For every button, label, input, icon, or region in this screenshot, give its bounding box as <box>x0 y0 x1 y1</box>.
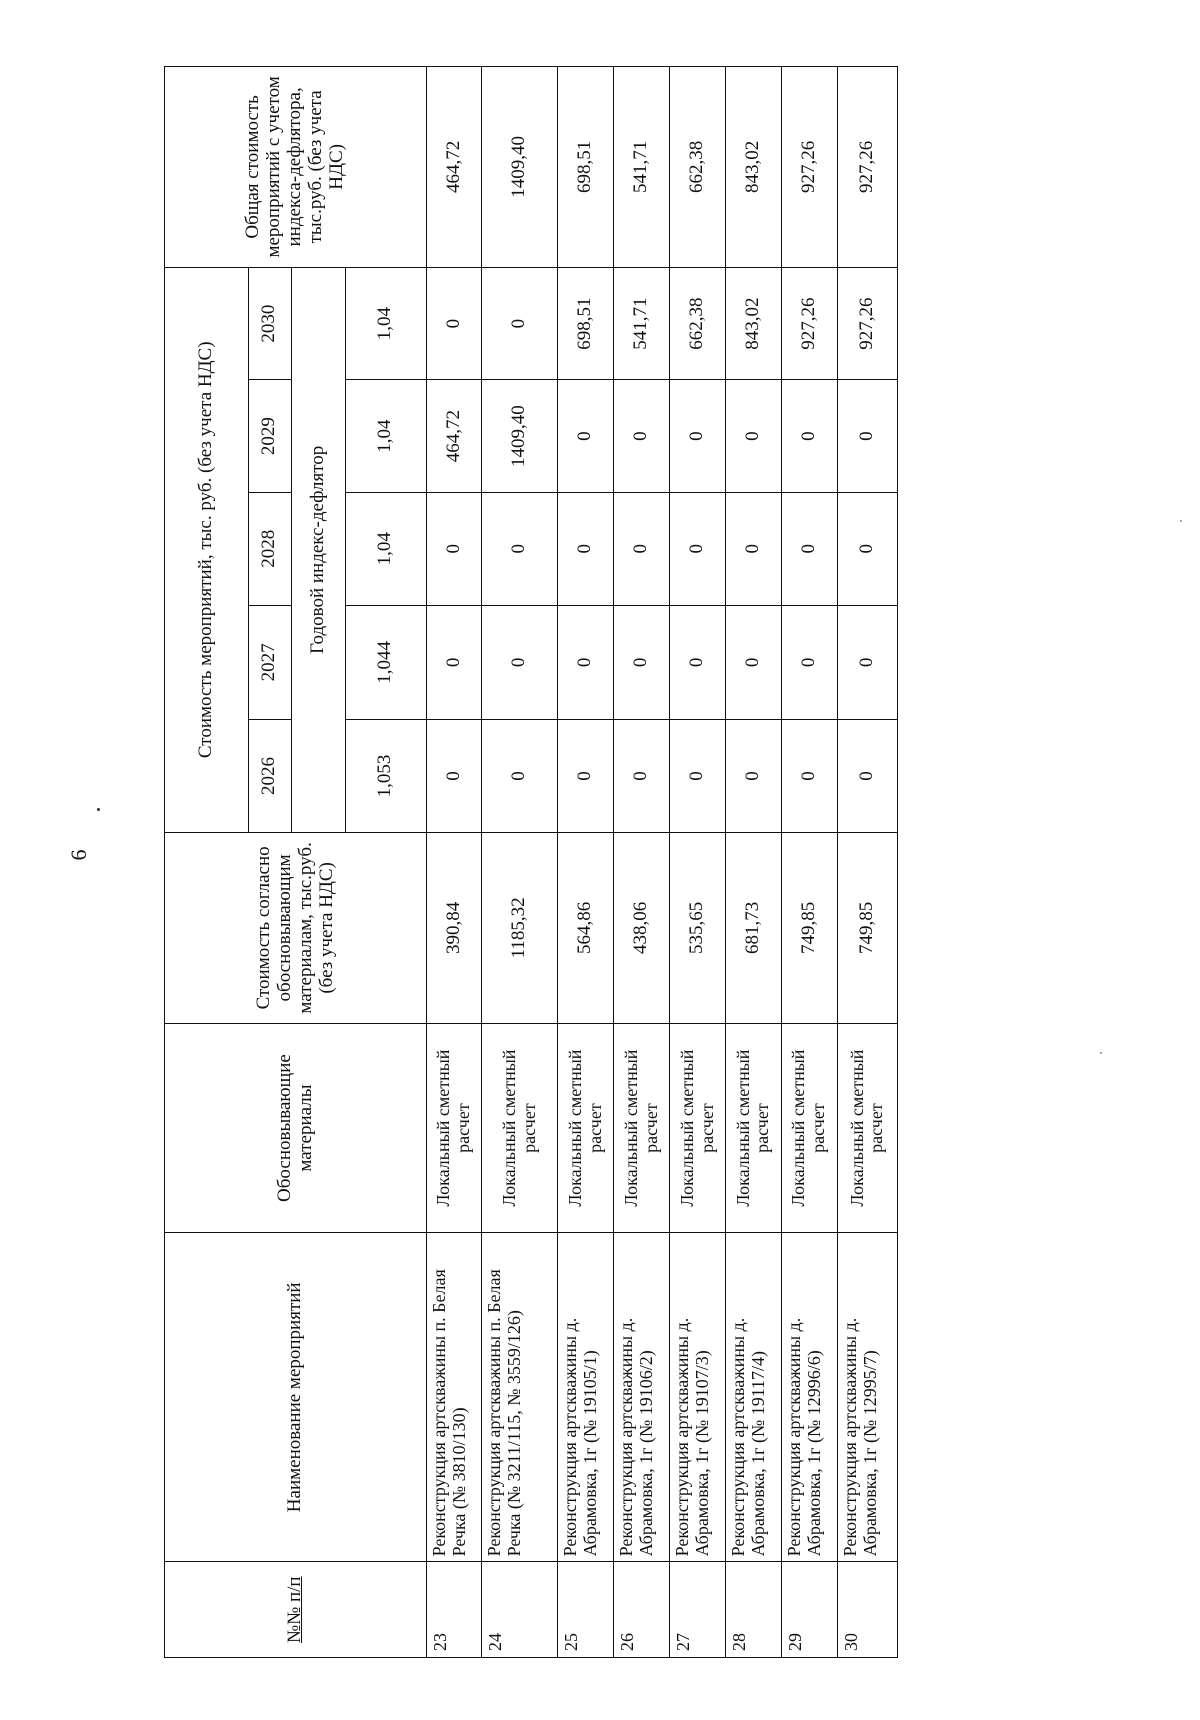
row-year-value: 0 <box>558 605 614 720</box>
row-year-value: 0 <box>482 267 558 380</box>
header-year: 2030 <box>248 267 291 380</box>
row-year-value: 698,51 <box>558 267 614 380</box>
row-year-value: 0 <box>670 720 726 833</box>
row-year-value: 843,02 <box>725 267 781 380</box>
row-justification: Локальный сметный расчет <box>558 1023 614 1232</box>
row-year-value: 0 <box>781 720 837 833</box>
row-year-value: 0 <box>427 720 482 833</box>
table-row <box>614 67 670 1658</box>
row-justification: Локальный сметный расчет <box>837 1023 897 1232</box>
row-year-value: 0 <box>837 380 897 493</box>
row-name: Реконструкция артскважины п. Белая Речка (№ 3810/130) <box>427 1233 482 1562</box>
row-total: 927,26 <box>781 67 837 268</box>
row-year-value: 0 <box>670 380 726 493</box>
scan-speck <box>1180 520 1182 522</box>
cost-table-container <box>164 66 898 1658</box>
row-name: Реконструкция артскважины д. Абрамовка, 1г (№ 12995/7) <box>837 1233 897 1562</box>
row-year-value: 0 <box>781 492 837 605</box>
row-year-value: 464,72 <box>427 380 482 493</box>
header-row-1 <box>165 67 249 1658</box>
row-year-value: 0 <box>725 492 781 605</box>
row-name: Реконструкция артскважины д. Абрамовка, 1г (№ 19117/4) <box>725 1233 781 1562</box>
row-year-value: 0 <box>614 380 670 493</box>
scan-speck <box>1100 1052 1102 1054</box>
row-justification: Локальный сметный расчет <box>614 1023 670 1232</box>
table-row <box>427 67 482 1658</box>
row-name: Реконструкция артскважины д. Абрамовка, 1г (№ 19107/3) <box>670 1233 726 1562</box>
row-year-value: 0 <box>558 492 614 605</box>
table-row <box>670 67 726 1658</box>
row-justification: Локальный сметный расчет <box>725 1023 781 1232</box>
deflator-value: 1,04 <box>345 267 427 380</box>
row-num: 29 <box>781 1562 837 1658</box>
header-name: Наименование мероприятий <box>165 1233 427 1562</box>
row-cost: 564,86 <box>558 832 614 1023</box>
row-year-value: 0 <box>482 492 558 605</box>
row-total: 698,51 <box>558 67 614 268</box>
table-row <box>725 67 781 1658</box>
row-year-value: 0 <box>614 720 670 833</box>
header-year: 2027 <box>248 605 291 720</box>
row-justification: Локальный сметный расчет <box>781 1023 837 1232</box>
row-cost: 749,85 <box>781 832 837 1023</box>
header-num: №№ п/п <box>165 1562 427 1658</box>
row-year-value: 0 <box>837 492 897 605</box>
row-cost: 1185,32 <box>482 832 558 1023</box>
row-year-value: 0 <box>725 380 781 493</box>
row-cost: 749,85 <box>837 832 897 1023</box>
row-year-value: 0 <box>670 492 726 605</box>
row-cost: 535,65 <box>670 832 726 1023</box>
row-justification: Локальный сметный расчет <box>670 1023 726 1232</box>
row-num: 26 <box>614 1562 670 1658</box>
row-year-value: 0 <box>725 605 781 720</box>
deflator-value: 1,04 <box>345 492 427 605</box>
row-name: Реконструкция артскважины п. Белая Речка (№ 3211/115, № 3559/126) <box>482 1233 558 1562</box>
row-name: Реконструкция артскважины д. Абрамовка, 1г (№ 12996/6) <box>781 1233 837 1562</box>
cost-table <box>164 66 898 1658</box>
row-name: Реконструкция артскважины д. Абрамовка, 1г (№ 19105/1) <box>558 1233 614 1562</box>
row-justification: Локальный сметный расчет <box>482 1023 558 1232</box>
row-total: 464,72 <box>427 67 482 268</box>
deflator-value: 1,04 <box>345 380 427 493</box>
row-justification: Локальный сметный расчет <box>427 1023 482 1232</box>
row-year-value: 662,38 <box>670 267 726 380</box>
row-year-value: 0 <box>558 720 614 833</box>
row-year-value: 0 <box>427 267 482 380</box>
table-row <box>558 67 614 1658</box>
row-cost: 681,73 <box>725 832 781 1023</box>
header-cost-group: Стоимость мероприятий, тыс. руб. (без учета НДС) <box>165 267 249 832</box>
row-total: 1409,40 <box>482 67 558 268</box>
row-year-value: 0 <box>427 605 482 720</box>
row-num: 25 <box>558 1562 614 1658</box>
row-num: 24 <box>482 1562 558 1658</box>
deflator-value: 1,044 <box>345 605 427 720</box>
header-year: 2029 <box>248 380 291 493</box>
row-num: 30 <box>837 1562 897 1658</box>
table-row <box>781 67 837 1658</box>
row-year-value: 0 <box>781 380 837 493</box>
row-name: Реконструкция артскважины д. Абрамовка, 1г (№ 19106/2) <box>614 1233 670 1562</box>
row-total: 843,02 <box>725 67 781 268</box>
row-total: 662,38 <box>670 67 726 268</box>
row-year-value: 0 <box>614 605 670 720</box>
row-year-value: 0 <box>725 720 781 833</box>
row-cost: 438,06 <box>614 832 670 1023</box>
deflator-value: 1,053 <box>345 720 427 833</box>
header-total: Общая стоимость мероприятий с учетом индекса-дефлятора, тыс.руб. (без учета НДС) <box>165 67 427 268</box>
table-row <box>482 67 558 1658</box>
row-year-value: 541,71 <box>614 267 670 380</box>
table-row <box>837 67 897 1658</box>
header-justification: Обосновывающие материалы <box>165 1023 427 1232</box>
row-num: 27 <box>670 1562 726 1658</box>
row-year-value: 0 <box>427 492 482 605</box>
row-total: 927,26 <box>837 67 897 268</box>
row-year-value: 0 <box>558 380 614 493</box>
scan-speck <box>97 808 100 811</box>
row-year-value: 0 <box>482 720 558 833</box>
row-year-value: 927,26 <box>837 267 897 380</box>
row-num: 23 <box>427 1562 482 1658</box>
row-cost: 390,84 <box>427 832 482 1023</box>
header-deflator-label: Годовой индекс-дефлятор <box>291 267 345 832</box>
row-year-value: 0 <box>614 492 670 605</box>
header-year: 2028 <box>248 492 291 605</box>
row-year-value: 927,26 <box>781 267 837 380</box>
page-number: 6 <box>66 849 91 861</box>
row-year-value: 1409,40 <box>482 380 558 493</box>
header-cost-justified: Стоимость согласно обосновывающим материалам, тыс.руб. (без учета НДС) <box>165 832 427 1023</box>
row-year-value: 0 <box>781 605 837 720</box>
row-year-value: 0 <box>482 605 558 720</box>
row-year-value: 0 <box>837 605 897 720</box>
header-year: 2026 <box>248 720 291 833</box>
row-num: 28 <box>725 1562 781 1658</box>
row-total: 541,71 <box>614 67 670 268</box>
row-year-value: 0 <box>670 605 726 720</box>
row-year-value: 0 <box>837 720 897 833</box>
